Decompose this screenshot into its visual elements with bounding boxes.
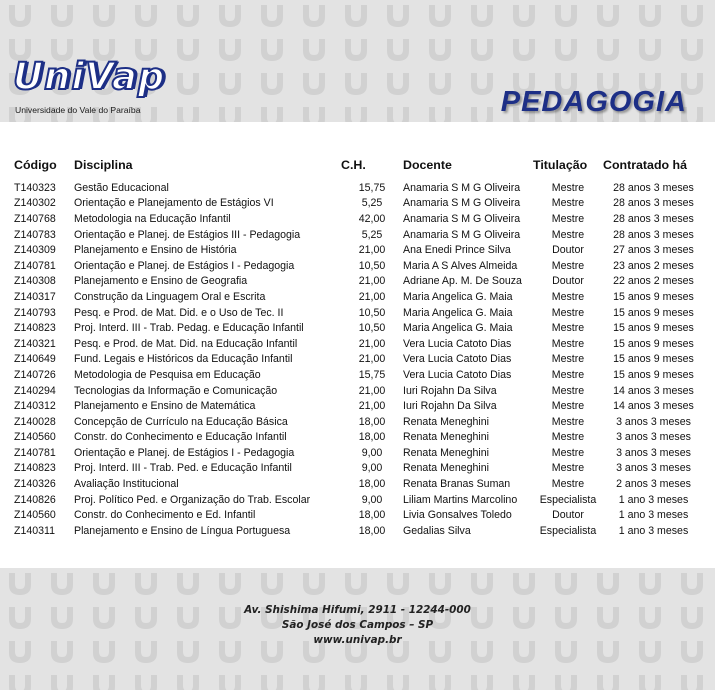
cell-code: Z140823 <box>14 462 56 475</box>
cell-code: Z140312 <box>14 400 56 413</box>
cell-discipline: Pesq. e Prod. de Mat. Did. e o Uso de Tec. II <box>74 306 284 319</box>
cell-discipline: Gestão Educacional <box>74 181 169 194</box>
table-row <box>14 305 704 321</box>
cell-teacher: Renata Meneghini <box>403 462 489 475</box>
cell-discipline: Planejamento e Ensino de História <box>74 244 237 257</box>
cell-hired: 28 anos 3 meses <box>613 181 694 194</box>
table-row <box>14 445 704 461</box>
cell-hired: 27 anos 3 meses <box>613 244 694 257</box>
cell-discipline: Concepção de Currículo na Educação Básica <box>74 415 288 428</box>
cell-teacher: Maria Angelica G. Maia <box>403 322 513 335</box>
cell-hours: 21,00 <box>358 353 386 366</box>
cell-code: Z140309 <box>14 244 56 257</box>
cell-code: Z140793 <box>14 306 56 319</box>
cell-discipline: Metodologia de Pesquisa em Educação <box>74 368 261 381</box>
cell-hired: 2 anos 3 meses <box>616 478 691 491</box>
cell-hours: 10,50 <box>358 322 386 335</box>
table-row <box>14 258 704 274</box>
cell-teacher: Vera Lucia Catoto Dias <box>403 337 512 350</box>
cell-hired: 1 ano 3 meses <box>618 493 689 506</box>
cell-hours: 5,25 <box>361 197 383 210</box>
cell-hired: 22 anos 2 meses <box>613 275 694 288</box>
table-row <box>14 289 704 305</box>
cell-teacher: Ana Enedi Prince Silva <box>403 244 511 257</box>
cell-degree: Mestre <box>551 322 585 335</box>
cell-hours: 18,00 <box>358 431 386 444</box>
table-row <box>14 492 704 508</box>
cell-degree: Especialista <box>539 493 597 506</box>
cell-degree: Doutor <box>552 275 584 288</box>
cell-degree: Mestre <box>551 384 585 397</box>
cell-teacher: Gedalias Silva <box>403 524 471 537</box>
table-row <box>14 461 704 477</box>
univap-logo[interactable] <box>13 55 166 120</box>
table-row <box>14 430 704 446</box>
cell-hired: 15 anos 9 meses <box>613 322 694 335</box>
cell-hired: 1 ano 3 meses <box>618 524 689 537</box>
cell-hours: 21,00 <box>358 337 386 350</box>
table-body <box>14 180 704 539</box>
cell-code: Z140726 <box>14 368 56 381</box>
cell-discipline: Constr. do Conhecimento e Ed. Infantil <box>74 509 256 522</box>
cell-discipline: Orientação e Planej. de Estágios I - Pedagogia <box>74 259 295 272</box>
cell-degree: Mestre <box>551 212 585 225</box>
cell-discipline: Planejamento e Ensino de Geografia <box>74 275 248 288</box>
cell-discipline: Planejamento e Ensino de Matemática <box>74 400 256 413</box>
table-row <box>14 507 704 523</box>
footer-address: Av. Shishima Hifumi, 2911 - 12244-000 <box>244 604 471 616</box>
cell-hired: 15 anos 9 meses <box>613 337 694 350</box>
cell-code: Z140317 <box>14 290 56 303</box>
table-row <box>14 414 704 430</box>
cell-degree: Mestre <box>551 462 585 475</box>
cell-hours: 9,00 <box>361 462 383 475</box>
cell-code: Z140311 <box>14 524 56 537</box>
cell-hired: 28 anos 3 meses <box>613 197 694 210</box>
cell-degree: Mestre <box>551 353 585 366</box>
cell-hired: 14 anos 3 meses <box>613 400 694 413</box>
cell-hours: 5,25 <box>361 228 383 241</box>
cell-hired: 23 anos 2 meses <box>613 259 694 272</box>
cell-hours: 9,00 <box>361 493 383 506</box>
cell-teacher: Renata Meneghini <box>403 446 489 459</box>
cell-teacher: Anamaria S M G Oliveira <box>403 181 521 194</box>
cell-hired: 28 anos 3 meses <box>613 228 694 241</box>
cell-discipline: Avaliação Institucional <box>74 478 179 491</box>
cell-teacher: Anamaria S M G Oliveira <box>403 228 521 241</box>
cell-code: Z140302 <box>14 197 56 210</box>
table-row <box>14 242 704 258</box>
table-row <box>14 336 704 352</box>
cell-hours: 10,50 <box>358 306 386 319</box>
cell-hours: 15,75 <box>358 181 386 194</box>
cell-hours: 18,00 <box>358 509 386 522</box>
cell-teacher: Maria Angelica G. Maia <box>403 306 513 319</box>
cell-code: Z140823 <box>14 322 56 335</box>
column-header-teacher: Docente <box>403 157 452 172</box>
cell-discipline: Fund. Legais e Históricos da Educação Infantil <box>74 353 293 366</box>
cell-hours: 9,00 <box>361 446 383 459</box>
cell-hired: 1 ano 3 meses <box>618 509 689 522</box>
cell-code: Z140783 <box>14 228 56 241</box>
cell-hired: 15 anos 9 meses <box>613 290 694 303</box>
cell-degree: Especialista <box>539 524 597 537</box>
cell-discipline: Orientação e Planej. de Estágios I - Pedagogia <box>74 446 295 459</box>
cell-teacher: Anamaria S M G Oliveira <box>403 197 521 210</box>
cell-code: Z140308 <box>14 275 56 288</box>
cell-degree: Mestre <box>551 368 585 381</box>
cell-hired: 15 anos 9 meses <box>613 306 694 319</box>
table-header-row <box>14 155 704 180</box>
cell-code: Z140326 <box>14 478 56 491</box>
logo-subtitle: Universidade do Vale do Paraíba <box>15 105 141 115</box>
cell-degree: Mestre <box>551 337 585 350</box>
cell-degree: Mestre <box>551 306 585 319</box>
cell-degree: Mestre <box>551 446 585 459</box>
table-row <box>14 367 704 383</box>
table-row <box>14 352 704 368</box>
footer <box>0 603 715 648</box>
cell-degree: Mestre <box>551 228 585 241</box>
cell-code: T140323 <box>14 181 56 194</box>
cell-hired: 3 anos 3 meses <box>616 462 691 475</box>
cell-hours: 42,00 <box>358 212 386 225</box>
cell-degree: Mestre <box>551 431 585 444</box>
cell-discipline: Constr. do Conhecimento e Educação Infantil <box>74 431 287 444</box>
table-row <box>14 320 704 336</box>
cell-hours: 21,00 <box>358 275 386 288</box>
cell-teacher: Renata Meneghini <box>403 431 489 444</box>
table-row <box>14 476 704 492</box>
cell-teacher: Livia Gonsalves Toledo <box>403 509 512 522</box>
cell-hours: 21,00 <box>358 400 386 413</box>
column-header-hours: C.H. <box>341 157 366 172</box>
cell-teacher: Iuri Rojahn Da Silva <box>403 384 497 397</box>
cell-teacher: Renata Branas Suman <box>403 478 511 491</box>
cell-hours: 15,75 <box>358 368 386 381</box>
cell-discipline: Planejamento e Ensino de Língua Portuguesa <box>74 524 291 537</box>
table-row <box>14 211 704 227</box>
column-header-discipline: Disciplina <box>74 157 133 172</box>
column-header-degree: Titulação <box>533 157 588 172</box>
cell-discipline: Tecnologias da Informação e Comunicação <box>74 384 278 397</box>
cell-code: Z140768 <box>14 212 56 225</box>
cell-discipline: Orientação e Planej. de Estágios III - Pedagogia <box>74 228 301 241</box>
cell-code: Z140560 <box>14 509 56 522</box>
cell-degree: Mestre <box>551 181 585 194</box>
column-header-hired: Contratado há <box>603 157 687 172</box>
cell-hours: 10,50 <box>358 259 386 272</box>
cell-degree: Mestre <box>551 415 585 428</box>
cell-discipline: Proj. Interd. III - Trab. Ped. e Educação Infantil <box>74 462 292 475</box>
cell-hired: 15 anos 9 meses <box>613 368 694 381</box>
cell-discipline: Orientação e Planejamento de Estágios VI <box>74 197 274 210</box>
table-row <box>14 196 704 212</box>
cell-code: Z140028 <box>14 415 56 428</box>
table-row <box>14 274 704 290</box>
cell-hired: 3 anos 3 meses <box>616 446 691 459</box>
cell-degree: Doutor <box>552 244 584 257</box>
footer-website-link[interactable]: www.univap.br <box>313 634 402 646</box>
cell-degree: Mestre <box>551 400 585 413</box>
cell-code: Z140560 <box>14 431 56 444</box>
cell-discipline: Pesq. e Prod. de Mat. Did. na Educação Infantil <box>74 337 298 350</box>
cell-hired: 3 anos 3 meses <box>616 431 691 444</box>
cell-hired: 14 anos 3 meses <box>613 384 694 397</box>
cell-teacher: Adriane Ap. M. De Souza <box>403 275 522 288</box>
cell-hours: 18,00 <box>358 524 386 537</box>
cell-code: Z140781 <box>14 446 56 459</box>
table-row <box>14 180 704 196</box>
cell-hours: 18,00 <box>358 415 386 428</box>
cell-degree: Mestre <box>551 290 585 303</box>
cell-hired: 3 anos 3 meses <box>616 415 691 428</box>
page-title: PEDAGOGIA <box>500 86 687 118</box>
cell-discipline: Proj. Interd. III - Trab. Pedag. e Educação Infantil <box>74 322 304 335</box>
cell-teacher: Iuri Rojahn Da Silva <box>403 400 497 413</box>
cell-teacher: Maria Angelica G. Maia <box>403 290 513 303</box>
cell-teacher: Maria A S Alves Almeida <box>403 259 518 272</box>
cell-hours: 21,00 <box>358 290 386 303</box>
cell-teacher: Anamaria S M G Oliveira <box>403 212 521 225</box>
cell-discipline: Construção da Linguagem Oral e Escrita <box>74 290 266 303</box>
logo-wordmark: UniVap <box>13 55 166 98</box>
cell-hours: 21,00 <box>358 384 386 397</box>
table-row <box>14 383 704 399</box>
cell-degree: Mestre <box>551 197 585 210</box>
table-row <box>14 398 704 414</box>
cell-degree: Mestre <box>551 259 585 272</box>
cell-teacher: Liliam Martins Marcolino <box>403 493 518 506</box>
cell-code: Z140826 <box>14 493 56 506</box>
cell-code: Z140321 <box>14 337 56 350</box>
footer-city: São José dos Campos – SP <box>281 619 434 631</box>
cell-hired: 28 anos 3 meses <box>613 212 694 225</box>
cell-code: Z140294 <box>14 384 56 397</box>
cell-degree: Doutor <box>552 509 584 522</box>
cell-code: Z140649 <box>14 353 56 366</box>
table-row <box>14 227 704 243</box>
cell-hours: 18,00 <box>358 478 386 491</box>
table-row <box>14 523 704 539</box>
cell-teacher: Renata Meneghini <box>403 415 489 428</box>
cell-degree: Mestre <box>551 478 585 491</box>
cell-teacher: Vera Lucia Catoto Dias <box>403 353 512 366</box>
column-header-code: Código <box>14 157 57 172</box>
cell-hours: 21,00 <box>358 244 386 257</box>
cell-code: Z140781 <box>14 259 56 272</box>
cell-discipline: Metodologia na Educação Infantil <box>74 212 231 225</box>
cell-discipline: Proj. Político Ped. e Organização do Trab. Escolar <box>74 493 311 506</box>
cell-hired: 15 anos 9 meses <box>613 353 694 366</box>
cell-teacher: Vera Lucia Catoto Dias <box>403 368 512 381</box>
faculty-table <box>14 155 704 539</box>
